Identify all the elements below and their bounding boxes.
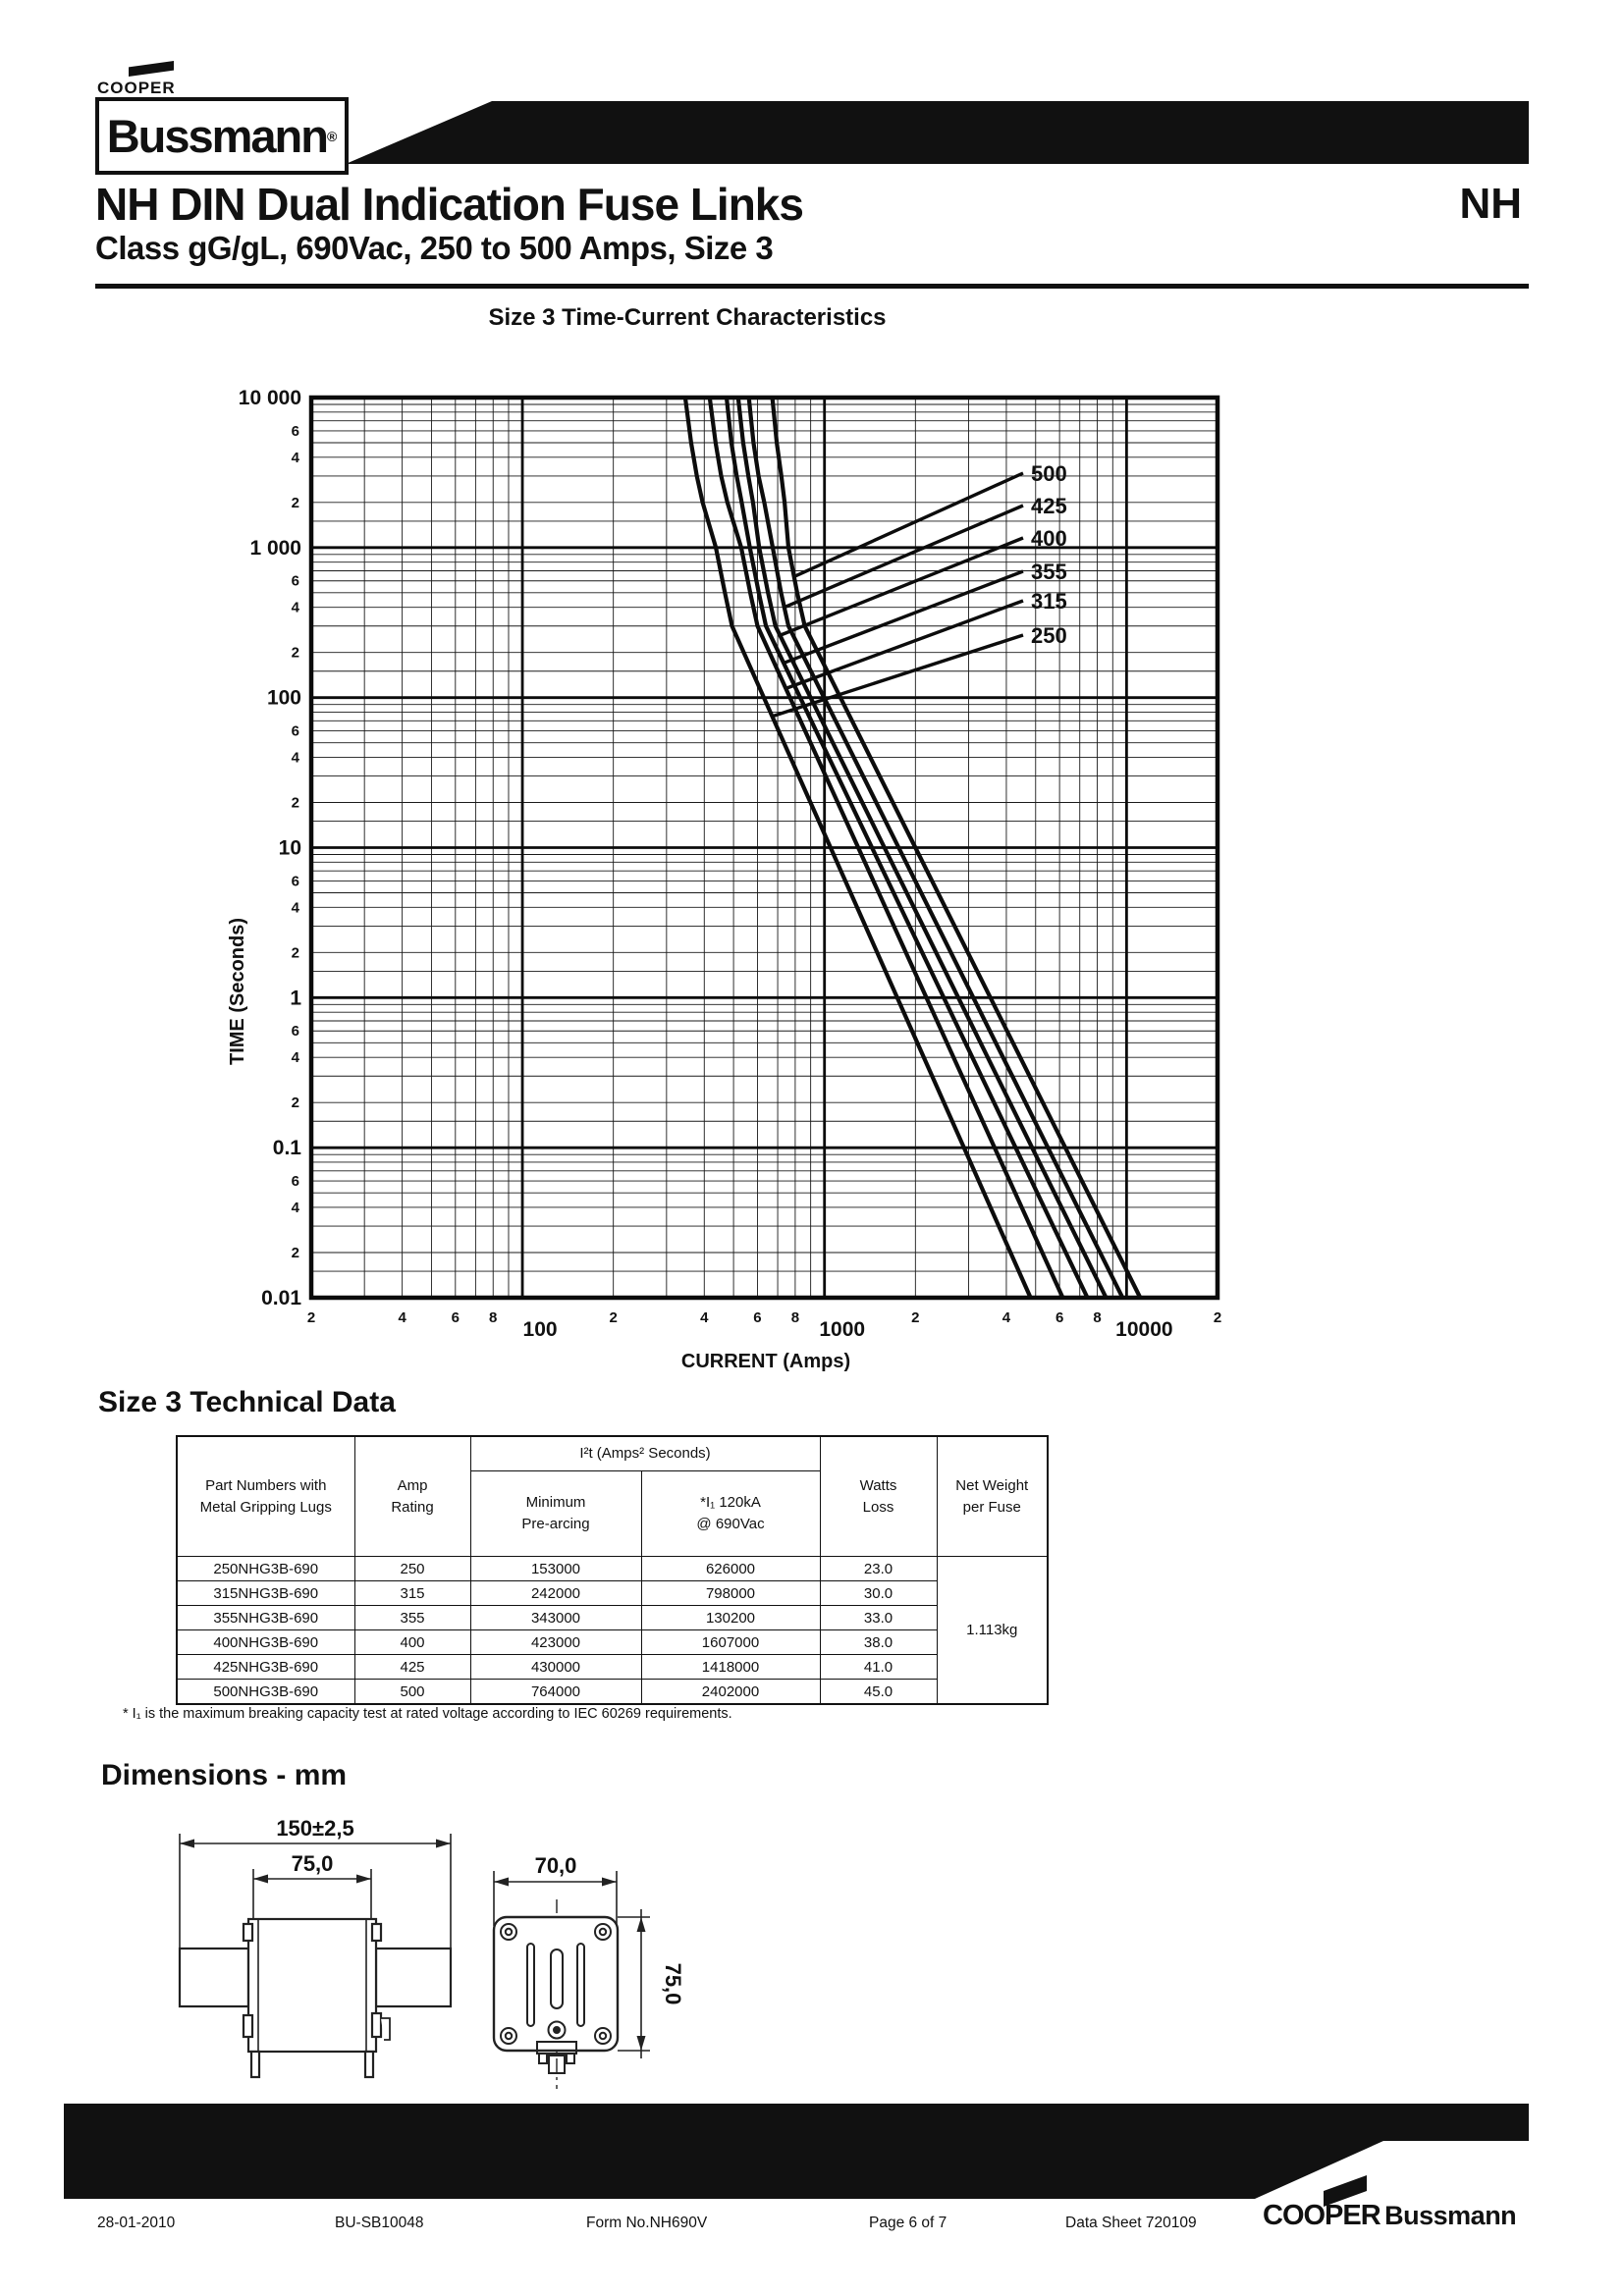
table-cell: 1418000 xyxy=(641,1655,820,1680)
table-cell: 1607000 xyxy=(641,1630,820,1655)
table-row xyxy=(177,1680,1048,1705)
y-minor-tick-label: 6 xyxy=(291,722,299,740)
major-gridlines xyxy=(311,398,1218,1298)
y-major-tick-label: 10 xyxy=(278,836,301,860)
x-minor-tick-label: 2 xyxy=(609,1309,618,1326)
dim-plate-height: 75,0 xyxy=(661,1962,685,2005)
y-major-tick-label: 1 000 xyxy=(249,536,301,560)
curve-label-400: 400 xyxy=(1031,526,1067,551)
table-cell: 315 xyxy=(354,1581,470,1606)
col-header-line: Pre-arcing xyxy=(521,1516,590,1532)
y-minor-tick-label: 4 xyxy=(291,599,299,616)
bussmann-logo-text: Bussmann xyxy=(106,110,327,162)
table-cell: 23.0 xyxy=(820,1557,937,1581)
table-cell: 425 xyxy=(354,1655,470,1680)
col-header-amp-rating xyxy=(354,1436,470,1557)
x-major-tick-label: 10000 xyxy=(1115,1318,1173,1341)
col-header-i1-120ka xyxy=(641,1471,820,1557)
col-header-i2t: I²t (Amps² Seconds) xyxy=(470,1436,820,1471)
curve-label-355: 355 xyxy=(1031,560,1067,584)
dim-plate-width: 70,0 xyxy=(534,1853,577,1878)
y-major-tick-label: 10 000 xyxy=(238,387,301,409)
table-cell: 130200 xyxy=(641,1606,820,1630)
x-minor-tick-label: 8 xyxy=(1093,1309,1102,1326)
time-current-chart xyxy=(216,383,1257,1374)
footer-doc-code: BU-SB10048 xyxy=(335,2215,424,2231)
table-cell: 250 xyxy=(354,1557,470,1581)
dim-body-width: 75,0 xyxy=(291,1851,334,1876)
x-minor-tick-label: 2 xyxy=(1213,1309,1222,1326)
table-row xyxy=(177,1606,1048,1630)
curve-label-425: 425 xyxy=(1031,494,1067,518)
y-minor-tick-label: 2 xyxy=(291,944,299,962)
curve-label-315: 315 xyxy=(1031,589,1067,614)
tech-table-body xyxy=(177,1557,1048,1705)
x-minor-tick-label: 6 xyxy=(1055,1309,1064,1326)
col-header-min-prearcing xyxy=(470,1471,641,1557)
col-header-net-weight xyxy=(937,1436,1048,1557)
y-minor-tick-label: 6 xyxy=(291,1023,299,1041)
y-major-tick-label: 100 xyxy=(266,686,301,710)
col-header-line: Rating xyxy=(391,1498,434,1516)
col-header-line: Amp xyxy=(397,1476,428,1494)
section-heading-dimensions: Dimensions - mm xyxy=(101,1759,348,1791)
tech-table-head xyxy=(177,1436,1048,1557)
y-minor-tick-label: 2 xyxy=(291,494,299,511)
curve-label-500: 500 xyxy=(1031,461,1067,486)
table-cell: 38.0 xyxy=(820,1630,937,1655)
y-major-tick-label: 0.01 xyxy=(261,1287,301,1309)
table-cell: 355NHG3B-690 xyxy=(177,1606,354,1630)
curve-annotations xyxy=(772,461,1066,717)
section-heading-technical-data: Size 3 Technical Data xyxy=(98,1386,396,1418)
table-cell: 343000 xyxy=(470,1606,641,1630)
y-minor-tick-label: 4 xyxy=(291,449,299,466)
y-axis-title: TIME (Seconds) xyxy=(227,917,248,1066)
footer-date: 28-01-2010 xyxy=(97,2215,176,2231)
footer-brand-bussmann: Bussmann xyxy=(1384,2201,1517,2230)
footer-brand-logo xyxy=(1263,2200,1516,2232)
y-minor-tick-label: 2 xyxy=(291,644,299,662)
y-minor-tick-label: 4 xyxy=(291,1049,299,1067)
footer-form: Form No.NH690V xyxy=(586,2215,708,2231)
y-major-tick-label: 1 xyxy=(290,987,301,1010)
x-minor-tick-label: 2 xyxy=(306,1309,316,1326)
page-subtitle: Class gG/gL, 690Vac, 250 to 500 Amps, Size 3 xyxy=(95,230,774,266)
footer-brand-cooper: COOPER xyxy=(1263,2200,1380,2231)
header-banner xyxy=(0,0,1624,196)
table-cell: 430000 xyxy=(470,1655,641,1680)
fuse-end-view xyxy=(494,1899,618,2089)
x-major-tick-label: 100 xyxy=(522,1318,558,1341)
x-minor-tick-label: 6 xyxy=(753,1309,762,1326)
y-minor-tick-label: 6 xyxy=(291,422,299,440)
table-cell: 33.0 xyxy=(820,1606,937,1630)
table-row xyxy=(177,1557,1048,1581)
table-cell: 764000 xyxy=(470,1680,641,1705)
cooper-wordmark: COOPER xyxy=(97,79,176,97)
table-cell: 2402000 xyxy=(641,1680,820,1705)
technical-data-table xyxy=(176,1435,1049,1705)
x-minor-tick-label: 4 xyxy=(700,1309,709,1326)
y-minor-tick-label: 2 xyxy=(291,1244,299,1261)
fuse-front-view xyxy=(180,1919,451,2077)
table-cell: 45.0 xyxy=(820,1680,937,1705)
table-cell: 153000 xyxy=(470,1557,641,1581)
y-minor-tick-label: 6 xyxy=(291,1173,299,1191)
col-header-line: Part Numbers with xyxy=(205,1476,327,1494)
table-cell: 242000 xyxy=(470,1581,641,1606)
chart-title: Size 3 Time-Current Characteristics xyxy=(488,304,887,331)
table-row xyxy=(177,1581,1048,1606)
tech-table xyxy=(176,1435,1049,1705)
footer-datasheet: Data Sheet 720109 xyxy=(1065,2215,1197,2231)
axis-labels xyxy=(227,387,1221,1372)
y-minor-tick-label: 6 xyxy=(291,873,299,890)
table-cell: 315NHG3B-690 xyxy=(177,1581,354,1606)
col-header-line: @ 690Vac xyxy=(696,1516,765,1532)
col-header-line: Loss xyxy=(862,1498,894,1516)
table-cell: 500NHG3B-690 xyxy=(177,1680,354,1705)
net-weight-cell: 1.113kg xyxy=(937,1557,1048,1705)
corner-code: NH xyxy=(1459,180,1522,228)
x-major-tick-label: 1000 xyxy=(819,1318,866,1341)
registered-mark: ® xyxy=(326,128,338,144)
dim-overall-width: 150±2,5 xyxy=(276,1816,354,1841)
leader-line-315 xyxy=(785,601,1023,688)
table-row xyxy=(177,1655,1048,1680)
table-footnote: * I₁ is the maximum breaking capacity test at rated voltage according to IEC 60269 requirements. xyxy=(123,1706,732,1722)
table-cell: 30.0 xyxy=(820,1581,937,1606)
table-cell: 355 xyxy=(354,1606,470,1630)
col-header-line: Net Weight xyxy=(955,1476,1029,1494)
title-rule xyxy=(95,284,1529,289)
y-minor-tick-label: 4 xyxy=(291,749,299,767)
table-cell: 626000 xyxy=(641,1557,820,1581)
table-cell: 41.0 xyxy=(820,1655,937,1680)
footer-banner-shape xyxy=(64,2104,1529,2199)
dimension-drawings xyxy=(98,1806,785,2101)
curve-label-250: 250 xyxy=(1031,623,1067,648)
table-row xyxy=(177,1630,1048,1655)
y-minor-tick-label: 6 xyxy=(291,572,299,590)
y-minor-tick-label: 2 xyxy=(291,794,299,812)
col-header-line: Metal Gripping Lugs xyxy=(199,1498,332,1516)
table-cell: 250NHG3B-690 xyxy=(177,1557,354,1581)
table-cell: 400NHG3B-690 xyxy=(177,1630,354,1655)
y-major-tick-label: 0.1 xyxy=(272,1137,301,1160)
leader-line-500 xyxy=(794,473,1023,576)
col-header-line: *I₁ 120kA xyxy=(700,1494,761,1512)
table-cell: 798000 xyxy=(641,1581,820,1606)
footer-banner xyxy=(0,2091,1624,2296)
x-minor-tick-label: 2 xyxy=(911,1309,920,1326)
page-title: NH DIN Dual Indication Fuse Links xyxy=(95,179,803,230)
table-cell: 425NHG3B-690 xyxy=(177,1655,354,1680)
x-axis-title: CURRENT (Amps) xyxy=(680,1351,851,1372)
x-minor-tick-label: 8 xyxy=(489,1309,498,1326)
y-minor-tick-label: 2 xyxy=(291,1095,299,1112)
col-header-line: Minimum xyxy=(525,1494,586,1512)
x-minor-tick-label: 6 xyxy=(451,1309,460,1326)
x-minor-tick-label: 8 xyxy=(790,1309,800,1326)
col-header-watts-loss xyxy=(820,1436,937,1557)
x-minor-tick-label: 4 xyxy=(398,1309,406,1326)
table-cell: 423000 xyxy=(470,1630,641,1655)
footer-page: Page 6 of 7 xyxy=(869,2215,947,2231)
x-minor-tick-label: 4 xyxy=(1001,1309,1011,1326)
col-header-line: Watts xyxy=(859,1476,897,1494)
table-cell: 400 xyxy=(354,1630,470,1655)
col-header-line: per Fuse xyxy=(962,1498,1021,1516)
y-minor-tick-label: 4 xyxy=(291,1199,299,1216)
table-cell: 500 xyxy=(354,1680,470,1705)
header-banner-shape xyxy=(346,101,1529,164)
y-minor-tick-label: 4 xyxy=(291,899,299,917)
col-header-part-numbers xyxy=(177,1436,354,1557)
